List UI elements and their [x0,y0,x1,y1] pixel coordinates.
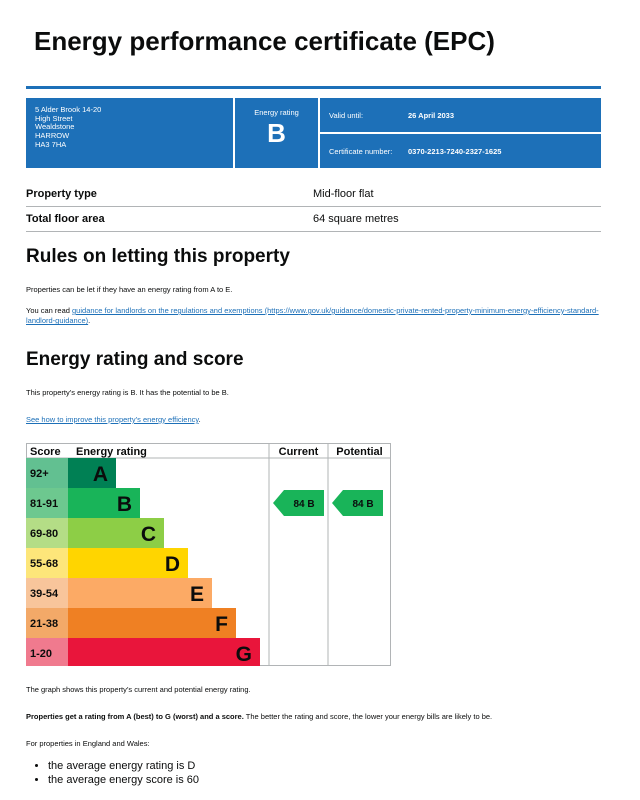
page-title: Energy performance certificate (EPC) [34,26,495,56]
improve-efficiency-link[interactable]: See how to improve this property’s energy efficiency [26,415,199,424]
energy-score-heading: Energy rating and score [26,349,244,370]
score-range-c: 69-80 [30,528,59,540]
rating-letter-e: E [189,583,204,606]
score-range-e: 39-54 [30,588,59,600]
address-line: High Street [35,113,73,123]
potential-rating-label: 84 B [352,499,374,510]
improve-suffix: . [198,415,201,424]
address-line: HA3 7HA [35,139,67,149]
property-type-value: Mid-floor flat [313,188,374,200]
energy-rating-chart [26,443,391,666]
rating-statement: This property’s energy rating is B. It has the potential to be B. [26,388,229,397]
rating-bar-g [68,638,260,666]
certificate-number-value: 0370-2213-7240-2327-1625 [408,146,502,156]
guidance-prefix: You can read [26,306,73,315]
floor-area-label: Total floor area [26,213,105,225]
valid-until-row [320,98,601,132]
list-item: • the average energy score is 60 [48,774,199,788]
graph-caption: The graph shows this property’s current and potential energy rating. [26,685,251,694]
address-line: 5 Alder Brook 14-20 [35,105,102,114]
rating-letter-b: B [116,493,132,516]
floor-area-value: 64 square metres [313,213,399,225]
energy-rating-letter: B [267,118,286,148]
england-wales-label: For properties in England and Wales: [26,739,150,748]
floor-area-row [26,207,601,232]
score-range-f: 21-38 [30,618,59,630]
rating-letter-f: F [215,613,228,636]
valid-until-label: Valid until: [329,110,364,120]
address-line: Wealdstone [35,122,75,132]
score-column-header: Score [30,446,61,458]
address-line: HARROW [35,130,70,140]
score-range-d: 55-68 [30,558,59,570]
landlord-guidance-link[interactable]: guidance for landlords on the regulations and exemptions (https://www.gov.uk/guidance/domestic-private-rented-property-minimum-energy-efficiency-standard-landlord-guidance) [26,306,599,326]
certificate-number-label: Certificate number: [329,146,393,156]
valid-until-value: 26 April 2033 [408,110,454,120]
energy-rating-column-header: Energy rating [76,446,147,458]
rating-letter-c: C [140,523,156,546]
energy-rating-box [235,98,318,168]
rating-letter-a: A [92,463,108,486]
property-address [26,98,233,168]
rating-letter-g: G [235,643,252,666]
title-divider [26,86,601,89]
property-details-table [26,182,601,232]
rating-explanation [26,712,601,722]
current-rating-label: 84 B [293,499,315,510]
score-range-b: 81-91 [30,498,59,510]
energy-rating-chart-svg [26,443,391,666]
current-column-header: Current [278,446,319,458]
rating-bar-f [68,608,236,638]
score-range-a: 92+ [30,468,49,480]
rating-explanation-normal: The better the rating and score, the lower your energy bills are likely to be. [243,712,493,721]
improve-paragraph [26,415,601,425]
energy-rating-label: Energy rating [254,108,299,117]
certificate-meta [320,98,601,168]
letting-heading: Rules on letting this property [26,246,290,267]
guidance-paragraph [26,306,601,326]
certificate-number-row [320,134,601,168]
property-type-row [26,182,601,207]
epc-summary-panel [26,98,601,168]
rating-letter-d: D [164,553,180,576]
potential-column-header: Potential [336,446,383,458]
score-range-g: 1-20 [30,648,53,660]
averages-list [48,760,199,788]
guidance-suffix: . [88,316,91,326]
list-item: • the average energy rating is D [48,760,199,774]
property-type-label: Property type [26,188,97,200]
letting-paragraph: Properties can be let if they have an energy rating from A to E. [26,285,233,294]
rating-explanation-bold: Properties get a rating from A (best) to G (worst) and a score. [26,712,244,721]
